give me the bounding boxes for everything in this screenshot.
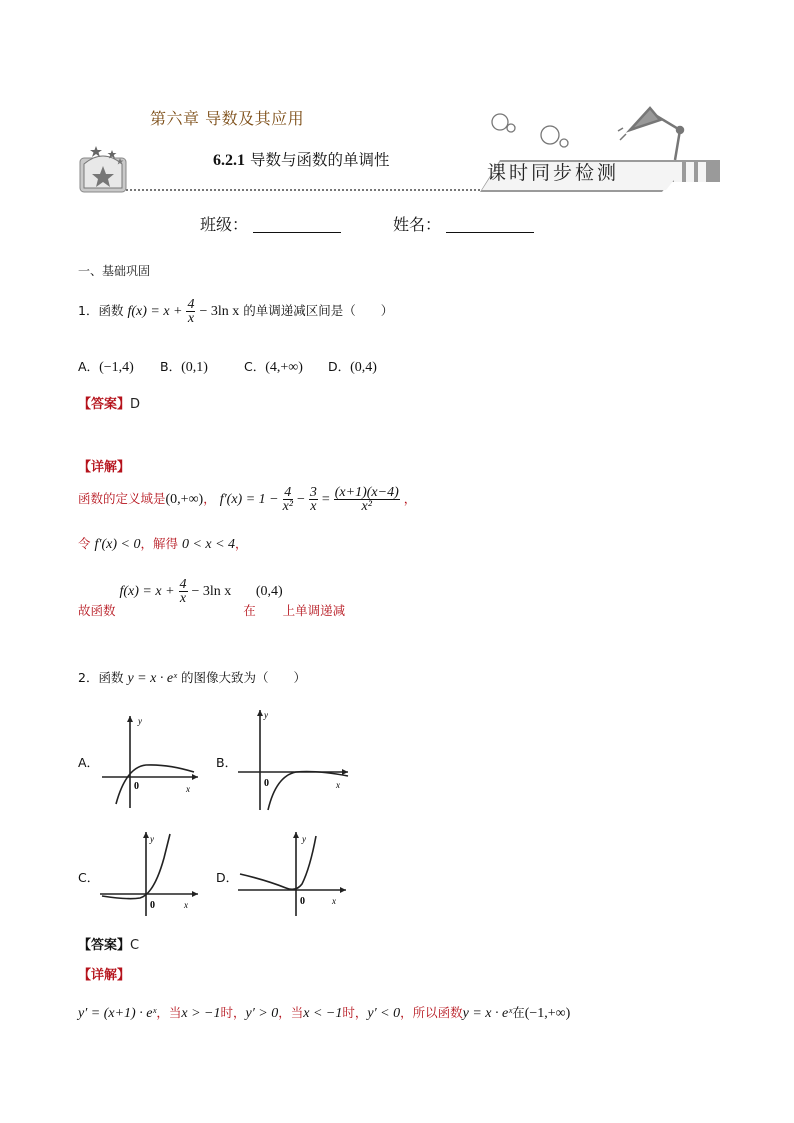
question-2 [78,668,306,687]
section-name: 导数与函数的单调性 [249,151,390,169]
svg-text:x: x [332,896,336,906]
svg-text:x: x [186,784,190,794]
name-field [393,212,534,235]
desk-lamp-icon [618,108,683,160]
graph-a[interactable] [98,712,203,812]
q1-number: 1．函数 [78,303,124,318]
section-title [213,148,389,170]
q1-explain-tag: 【详解】 [78,460,131,475]
q1-explain-line-3: 故函数 f(x) = x + $\frac{4}{x}$ − 3ln x 在(0,4)上单调递减 [78,577,346,618]
graph-b[interactable] [236,706,351,814]
bubble-icons [492,114,568,147]
name-label: 姓名： [393,215,442,234]
banner-text: 课时同步检测 [487,162,620,184]
svg-text:y: y [138,716,142,726]
q2-answer [78,934,139,953]
q2-suffix: 的图像大致为（ ） [180,670,306,685]
q2-explain-line-1: y′ = (x+1) · eˣ，当x > −1时，y′ > 0，当x < −1时，y′ < 0，所以函数y = x · eˣ在(−1,+∞) [78,1005,571,1021]
q2-option-c[interactable]: C． [78,870,100,885]
q1-explain-line-1: 函数的定义域是(0,+∞)， f′(x) = 1 − $\frac{4}{\text{x²}}$ − $\frac{3}{x}$ = $\frac{(x+1)(x-4)}{\text{x²}}$ ， [78,485,417,514]
star-badge-icon [80,146,126,192]
q2-explain-tag: 【详解】 [78,968,131,983]
q1-answer-tag: 【答案】 [78,397,131,412]
question-1 [78,298,393,325]
section-number: 6.2.1 [213,152,245,169]
q1-option-c[interactable]: C．(4,+∞) [244,359,303,375]
q2-answer-tag: 【答案】 [78,938,131,953]
q2-function: y = x · eˣ [127,671,177,686]
q2-option-b[interactable]: B． [216,755,238,770]
chapter-title: 第六章 导数及其应用 [150,109,305,128]
name-blank[interactable] [446,217,534,233]
svg-text:y: y [264,710,268,720]
svg-text:x: x [184,900,188,910]
q2-number: 2．函数 [78,670,124,685]
class-field [200,212,341,235]
q1-explain-line-2: 令 f′(x) < 0，解得 0 < x < 4， [78,536,248,552]
svg-text:0: 0 [150,900,155,911]
part-heading: 一、基础巩固 [78,264,151,278]
graph-c[interactable] [98,828,203,918]
class-blank[interactable] [253,217,341,233]
q2-option-a[interactable]: A． [78,755,100,770]
q2-answer-value: C [130,938,140,953]
q1-option-b[interactable]: B．(0,1) [160,359,208,375]
q1-answer-value: D [130,397,141,412]
q1-fraction: $\frac{4}{x}$ [187,297,195,326]
q1-suffix: 的单调递减区间是（ ） [243,303,394,318]
graph-d[interactable] [236,828,351,918]
q1-option-a[interactable]: A．(−1,4) [78,359,134,375]
svg-text:0: 0 [134,781,139,792]
svg-text:y: y [302,834,306,844]
q1-option-d[interactable]: D．(0,4) [328,359,377,375]
class-label: 班级： [200,215,249,234]
svg-text:x: x [336,780,340,790]
q2-option-d[interactable]: D． [216,870,239,885]
q1-function-rest: − 3ln x [199,304,240,319]
q1-answer [78,393,140,412]
q1-function: f(x) = x + [127,304,183,319]
svg-text:0: 0 [300,896,305,907]
svg-text:0: 0 [264,778,269,789]
svg-text:y: y [150,834,154,844]
